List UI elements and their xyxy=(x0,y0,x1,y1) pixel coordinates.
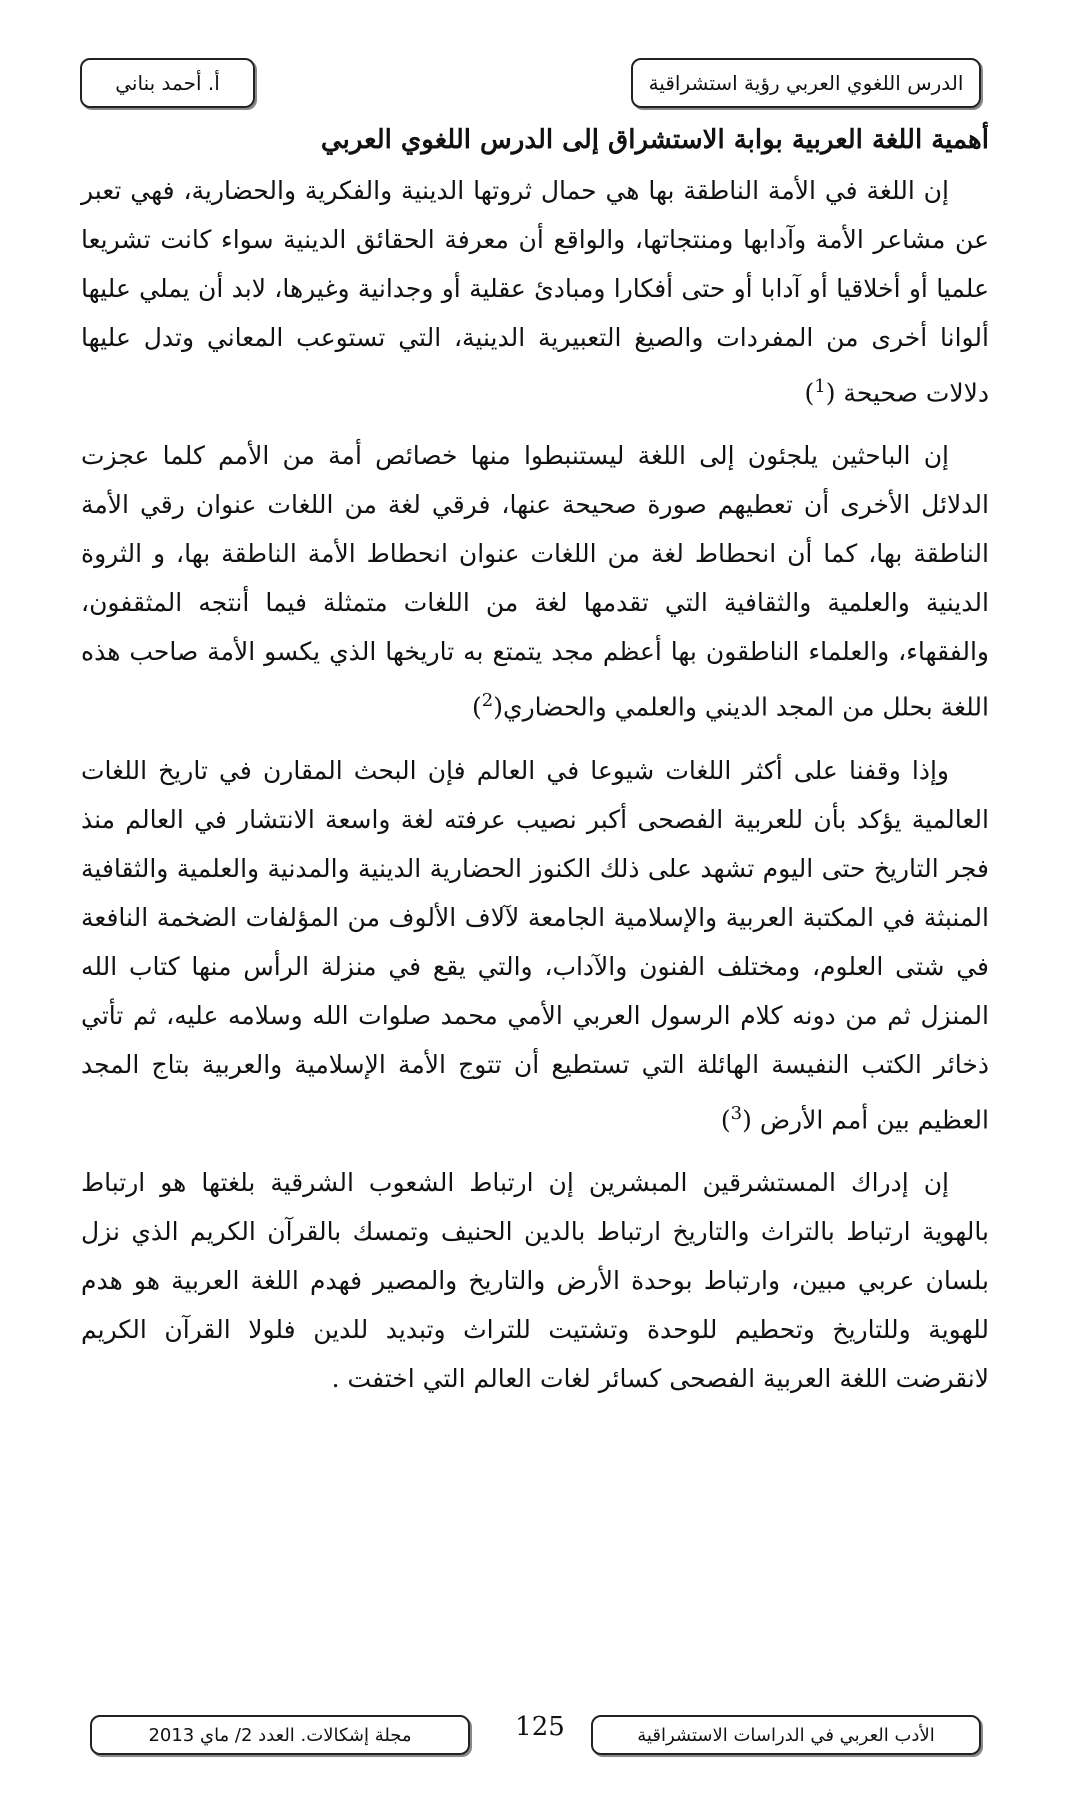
paragraph-text: إن إدراك المستشرقين المبشرين إن ارتباط الشعوب الشرقية بلغتها هو ارتباط بالهوية ارتباط بالتراث والتاريخ ارتباط بالدين الحنيف وتمسك بالقرآن الكريم الذي نزل بلسان عربي مبين، وارتباط بوحدة الأرض والتاريخ والمصير فهدم اللغة العربية هو هدم للهوية وللتاريخ وتحطيم للوحدة وتشتيت للتراث وتبديد للدين فلولا القرآن الكريم لانقرضت اللغة العربية الفصحى كسائر لغات العالم التي اختفت . xyxy=(81,1167,989,1393)
running-title: الدرس اللغوي العربي رؤية استشراقية xyxy=(631,58,981,108)
footnote-close: ) xyxy=(472,692,482,722)
paragraph-text: وإذا وقفنا على أكثر اللغات شيوعا في العالم فإن البحث المقارن في تاريخ اللغات العالمية يؤكد بأن للعربية الفصحى أكبر نصيب عرفته لغة واسعة الانتشار في العالم منذ فجر التاريخ حتى اليوم تشهد على ذلك الكنوز الحضارية الدينية والمدنية والعلمية والثقافية المنبثة في المكتبة العربية والإسلامية الجامعة لآلاف الألوف من المؤلفات الضخمة النافعة في شتى العلوم، ومختلف الفنون والآداب، والتي يقع في منزلة الرأس منها كتاب الله المنزل ثم من دونه كلام الرسول العربي الأمي محمد صلوات الله وسلامه عليه، ثم تأتي ذخائر الكتب النفيسة الهائلة التي تستطيع أن تتوج الأمة الإسلامية والعربية بتاج المجد العظيم بين أمم الأرض ( xyxy=(81,755,989,1134)
article-title: أهمية اللغة العربية بوابة الاستشراق إلى الدرس اللغوي العربي xyxy=(320,125,989,155)
author-name: أ. أحمد بناني xyxy=(80,58,255,108)
footnote-close: ) xyxy=(720,1104,731,1134)
paragraph-text: إن الباحثين يلجئون إلى اللغة ليستنبطوا منها خصائص أمة من الأمم كلما عجزت الدلائل الأخرى أن تعطيهم صورة صحيحة عنها، فرقي لغة من اللغات عنوان رقي الأمة الناطقة بها، كما أن انحطاط لغة من اللغات عنوان انحطاط الأمة الناطقة بها، و الثروة الدينية والعلمية والثقافية التي تقدمها لغة من اللغات متمثلة فيما أنتجه المثقفون، والفقهاء، والعلماء الناطقون بها أعظم مجد يتمتع به تاريخها الذي يكسو الأمة صاحب هذه اللغة بحلل من المجد الديني والعلمي والحضاري( xyxy=(81,441,989,722)
article-body xyxy=(81,118,989,1417)
footnote-ref: 2 xyxy=(481,690,494,712)
paragraph-3 xyxy=(81,746,989,1144)
paragraph-1 xyxy=(81,166,989,417)
page-number: 125 xyxy=(515,1712,565,1742)
footer-series-title: الأدب العربي في الدراسات الاستشراقية xyxy=(591,1715,981,1755)
footnote-ref: 1 xyxy=(814,376,826,397)
paragraph-4 xyxy=(81,1158,989,1403)
footnote-close: ) xyxy=(804,378,815,408)
paragraph-2 xyxy=(81,431,989,731)
footer-journal: مجلة إشكالات. العدد 2/ ماي 2013 xyxy=(90,1715,470,1755)
footnote-ref: 3 xyxy=(730,1102,743,1124)
paragraph-text: إن اللغة في الأمة الناطقة بها هي حمال ثروتها الدينية والفكرية والحضارية، فهي تعبر عن مشاعر الأمة وآدابها ومنتجاتها، والواقع أن معرفة الحقائق الدينية سواء كانت تشريعا علميا أو أخلاقيا أو آدابا أو حتى أفكارا ومبادئ عقلية أو وجدانية وغيرها، لابد أن يملي عليها ألوانا أخرى من المفردات والصيغ التعبيرية الدينية، التي تستوعب المعاني وتدل عليها دلالات صحيحة ( xyxy=(81,176,989,408)
